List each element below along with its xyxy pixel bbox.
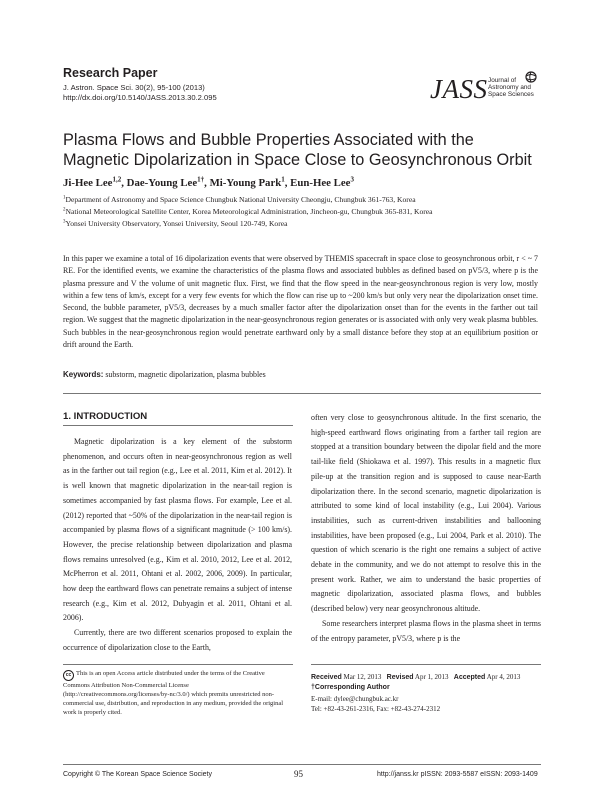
author-name: Mi-Young Park xyxy=(209,177,282,189)
author-sup: 1† xyxy=(197,175,205,184)
citation-line: J. Astron. Space Sci. 30(2), 95-100 (2013) xyxy=(63,83,205,92)
body-column-left xyxy=(63,435,292,656)
aff-sup: 2 xyxy=(63,207,66,213)
abstract: In this paper we examine a total of 16 dipolarization events that were observed by THEMIS spacecraft in space close to geosynchronous orbit, r < ~ 7 RE. For the identified events, we examine the characteristics of the plasma flows and associated bubbles as defined based on pV5/3, where p is the plasma pressure and V the volume of unit magnetic flux. First, we find that the flow speed in the near-geosynchronous region is very low, mostly within a few tens of km/s, except for a very few events for which the flow can rise up to ~200 km/s but only very near the dipolarization onset time. Second, the bubble parameter, pV5/3, decreases by a much smaller factor after the dipolarization onset than for the events in the farther out tail region. We suggest that the magnetic dipolarization in the near-geosynchronous region generates or is associated with only very weak plasma bubbles. Such bubbles in the near-geosynchronous region would penetrate earthward only by a small distance before they stop at an equilibrium position or drift around the Earth. xyxy=(63,254,538,350)
author-list: Ji-Hee Lee$^{1,2}$, Dae-Young Lee$^{1\dagger}$, Mi-Young Park$^1$, Eun-Hee Lee$^3$ xyxy=(63,175,354,189)
paragraph: Currently, there are two different scenarios proposed to explain the occurrence of dipolarization close to the Earth, xyxy=(63,628,292,652)
journal-logo xyxy=(430,72,540,106)
author-sup: 1 xyxy=(281,175,285,184)
affiliation xyxy=(63,207,433,216)
logo-sub-line: Space Sciences xyxy=(488,91,534,99)
dates-line xyxy=(311,672,541,683)
paragraph: Magnetic dipolarization is a key element of the substorm phenomenon, and occurs often in near-geosynchronous region as well as in the farther out tail region (e.g., Lee et al. 2011, Kim et al. 2012). It is well known that magnetic dipolarization in the near-tail region is sometimes accompanied by fast plasma flows. For example, Lee et al. (2012) reported that ~50% of the dipolarization in the near-tail region is accompanied by plasma flows of a significant magnitude (> 100 km/s). However, the precise relationship between dipolarization and plasma flows remains unresolved (e.g., Kim et al. 2010, 2012, Lee et al. 2012, McPherron et al. 2011, Ohtani et al. 2002, 2006, 2009). In particular, how deep the earthward flows can penetrate remains a subject of intense research (e.g., Kim et al. 2012, Dubyagin et al. 2011, Ohtani et al. 2006). xyxy=(63,437,292,623)
keywords-text: substorm, magnetic dipolarization, plasma bubbles xyxy=(105,370,266,379)
revised-label: Revised xyxy=(386,674,414,681)
footnote-rule xyxy=(311,664,541,665)
creative-commons-icon: cc xyxy=(63,670,74,681)
aff-sup: 3 xyxy=(63,219,66,225)
author-sup: 3 xyxy=(350,175,354,184)
received-date: Mar 12, 2013 xyxy=(343,673,382,681)
keywords-label: Keywords: xyxy=(63,370,104,379)
paragraph: often very close to geosynchronous altitude. In the first scenario, the high-speed earthward flows originating from a farther tail region are stopped at a transition boundary between the dipolar field and the more tail-like field (Shiokawa et al. 1997). This results in a magnetic flux pile-up at the transition region and is supposed to cause near-Earth dipolarization there. In the second scenario, magnetic dipolarization is attributed to some kind of local instability (e.g., Lui 2004). Various instabilities, such as current-driven instabilities and ballooning instabilities, have been proposed (e.g., Lui 2004, Park et al. 2010). The question of which scenario is the right one remains a subject of active debate in the community, and we do not attempt to resolve this in the present work. Rather, we aim to understand the basic properties of magnetic dipolarization, associated plasma flows, and bubbles (described below) very near geosynchronous altitude. xyxy=(311,413,541,614)
section-divider xyxy=(63,393,541,394)
affiliation xyxy=(63,219,288,228)
aff-text: National Meteorological Satellite Center, Korea Meteorological Administration, Jincheon-gu, Chungbuk 365-831, Korea xyxy=(65,207,433,216)
body-column-right xyxy=(311,411,541,646)
author-name: Eun-Hee Lee xyxy=(290,177,351,189)
aff-sup: 1 xyxy=(63,195,66,201)
received-label: Received xyxy=(311,674,342,681)
paper-title: Plasma Flows and Bubble Properties Associated with the Magnetic Dipolarization in Space Close to Geosynchronous Orbit xyxy=(63,131,532,169)
accepted-label: Accepted xyxy=(453,674,486,681)
aff-text: Department of Astronomy and Space Science Chungbuk National University Cheongju, Chungbuk 361-763, Korea xyxy=(65,195,416,204)
license-text: This is an open Access article distributed under the terms of the Creative Commons Attribution Non-Commercial License (http://creativecommons.org/licenses/by-nc/3.0/) which premits unrestricted non-commercial use, distribution, and reproduction in any medium, provided the original work is properly cited. xyxy=(63,670,284,716)
correspondence-block xyxy=(311,672,541,715)
accepted-date: Apr 4, 2013 xyxy=(486,673,521,681)
keywords xyxy=(63,370,266,379)
heading-rule xyxy=(63,425,293,426)
footer-rule xyxy=(63,764,541,765)
logo-subtitle xyxy=(488,77,543,99)
page-number: 95 xyxy=(294,769,303,779)
license-note xyxy=(63,669,291,717)
affiliation xyxy=(63,195,416,204)
corresponding-author-label: †Corresponding Author xyxy=(311,684,390,692)
author-sup: 1,2 xyxy=(112,175,122,184)
doi-link[interactable]: http://dx.doi.org/10.5140/JASS.2013.30.2.095 xyxy=(63,93,217,102)
footer-copyright: Copyright © The Korean Space Science Society xyxy=(63,771,212,778)
tel-fax-line: Tel: +82-43-261-2316, Fax: +82-43-274-2312 xyxy=(311,705,441,714)
revised-date: Apr 1, 2013 xyxy=(414,673,449,681)
logo-sub-line: Journal of xyxy=(488,77,517,84)
aff-text: Yonsei University Observatory, Yonsei University, Seoul 120-749, Korea xyxy=(65,219,288,228)
article-type-label: Research Paper xyxy=(63,66,158,80)
author-name: Dae-Young Lee xyxy=(126,177,198,189)
author-name: Ji-Hee Lee xyxy=(63,177,113,189)
logo-word: JASS xyxy=(430,74,488,104)
section-heading: 1. INTRODUCTION xyxy=(63,411,148,422)
footer-journal-info: http://janss.kr pISSN: 2093-5587 eISSN: 2093-1409 xyxy=(377,771,538,778)
email-line[interactable]: E-mail: dylee@chungbuk.ac.kr xyxy=(311,694,399,703)
paragraph: Some researchers interpret plasma flows in the plasma sheet in terms of the entropy parameter, pV5/3, where p is the xyxy=(311,618,541,643)
logo-sub-line: Astronomy and xyxy=(488,84,531,92)
footnote-rule xyxy=(63,664,293,665)
